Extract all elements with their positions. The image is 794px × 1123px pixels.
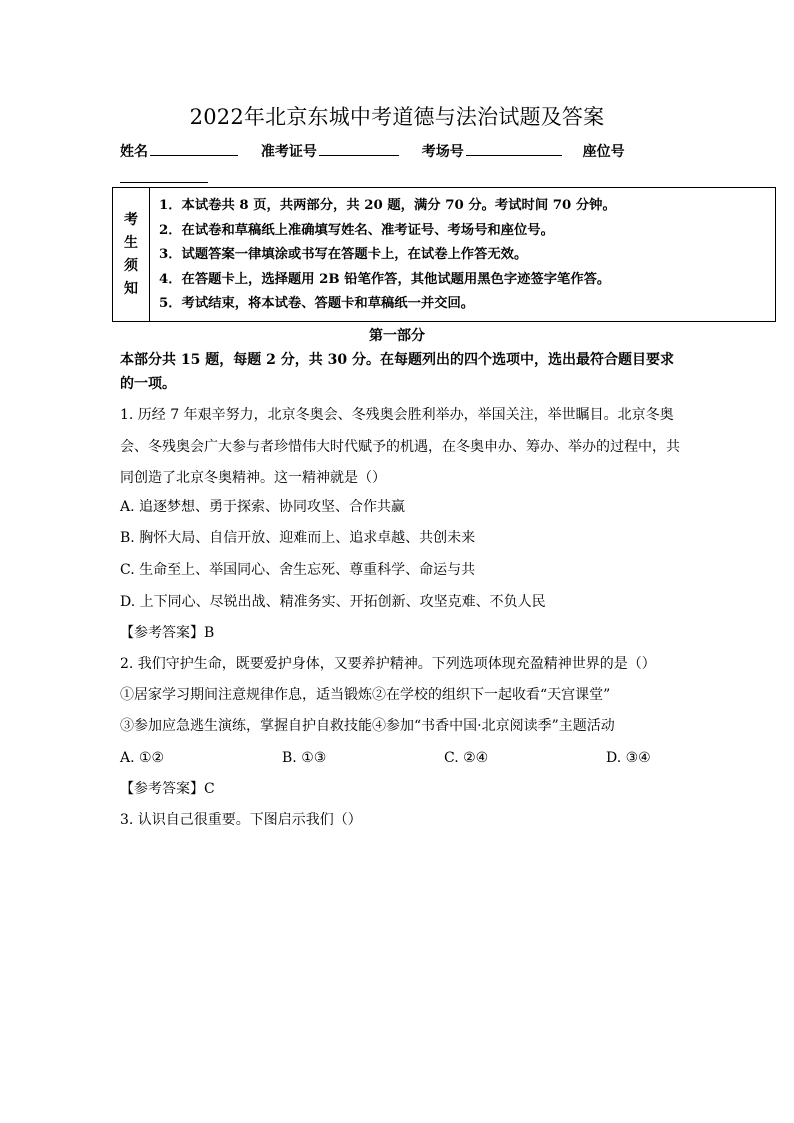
room-blank — [466, 140, 562, 156]
notice-side-char: 知 — [124, 280, 138, 297]
q2-stem: 2. 我们守护生命，既要爱护身体，又要养护精神。下列选项体现充盈精神世界的是（） — [120, 656, 656, 672]
q1-answer: 【参考答案】B — [120, 625, 215, 641]
notice-item: 2．在试卷和草稿纸上准确填写姓名、准考证号、考场号和座位号。 — [159, 222, 554, 238]
name-blank — [150, 140, 238, 156]
exam-id-blank — [319, 140, 399, 156]
q2-option-a: A. ①② — [120, 750, 165, 766]
notice-box — [112, 187, 776, 322]
part-title: 第一部分 — [369, 328, 425, 344]
q1-stem: 1. 历经 7 年艰辛努力，北京冬奥会、冬残奥会胜利举办，举国关注，举世瞩目。北京冬奥会、冬残奥会广大参与者珍惜伟大时代赋予的机遇，在冬奥申办、筹办、举办的过程中，共同创造了北京冬奥精神。这一精神就是（） — [120, 407, 680, 486]
q1-option-d: D. 上下同心、尽锐出战、精准务实、开拓创新、攻坚克难、不负人民 — [120, 594, 546, 610]
notice-items — [159, 194, 616, 317]
seat-label: 座位号 — [582, 144, 625, 160]
q2-statement-line-2: ③参加应急逃生演练，掌握自护自救技能④参加“书香中国·北京阅读季”主题活动 — [120, 718, 615, 734]
notice-side-char: 考 — [124, 211, 138, 228]
notice-item: 4．在答题卡上，选择题用 2B 铅笔作答，其他试题用黑色字迹签字笔作答。 — [159, 271, 611, 287]
q3-stem: 3. 认识自己很重要。下图启示我们（） — [120, 812, 362, 828]
notice-item: 3．试题答案一律填涂或书写在答题卡上，在试卷上作答无效。 — [159, 247, 528, 262]
notice-item: 1．本试卷共 8 页，共两部分，共 20 题，满分 70 分。考试时间 70 分钟。 — [159, 198, 616, 213]
notice-side-label — [113, 188, 150, 321]
q2-option-d: D. ③④ — [606, 750, 651, 766]
q1-option-c: C. 生命至上、举国同心、舍生忘死、尊重科学、命运与共 — [120, 562, 476, 578]
name-label: 姓名 — [120, 144, 148, 160]
page-title: 2022年北京东城中考道德与法治试题及答案 — [189, 105, 605, 129]
candidate-info-line — [120, 140, 627, 162]
notice-item: 5．考试结束，将本试卷、答题卡和草稿纸一并交回。 — [159, 296, 475, 311]
notice-side-char: 须 — [124, 257, 138, 274]
seat-blank — [120, 170, 208, 183]
q2-statement-line-1: ①居家学习期间注意规律作息，适当锻炼②在学校的组织下一起收看“天宫课堂” — [120, 687, 611, 703]
section-instruction: 本部分共 15 题，每题 2 分，共 30 分。在每题列出的四个选项中，选出最符合题目要求的一项。 — [120, 352, 674, 392]
q2-option-c: C. ②④ — [444, 750, 489, 766]
q2-answer: 【参考答案】C — [120, 781, 215, 797]
q1-option-b: B. 胸怀大局、自信开放、迎难而上、追求卓越、共创未来 — [120, 530, 476, 546]
q2-option-b: B. ①③ — [282, 750, 327, 766]
notice-side-char: 生 — [124, 234, 138, 251]
room-label: 考场号 — [421, 144, 464, 160]
q1-option-a: A. 追逐梦想、勇于探索、协同攻坚、合作共赢 — [120, 499, 406, 515]
exam-id-label: 准考证号 — [260, 144, 317, 160]
